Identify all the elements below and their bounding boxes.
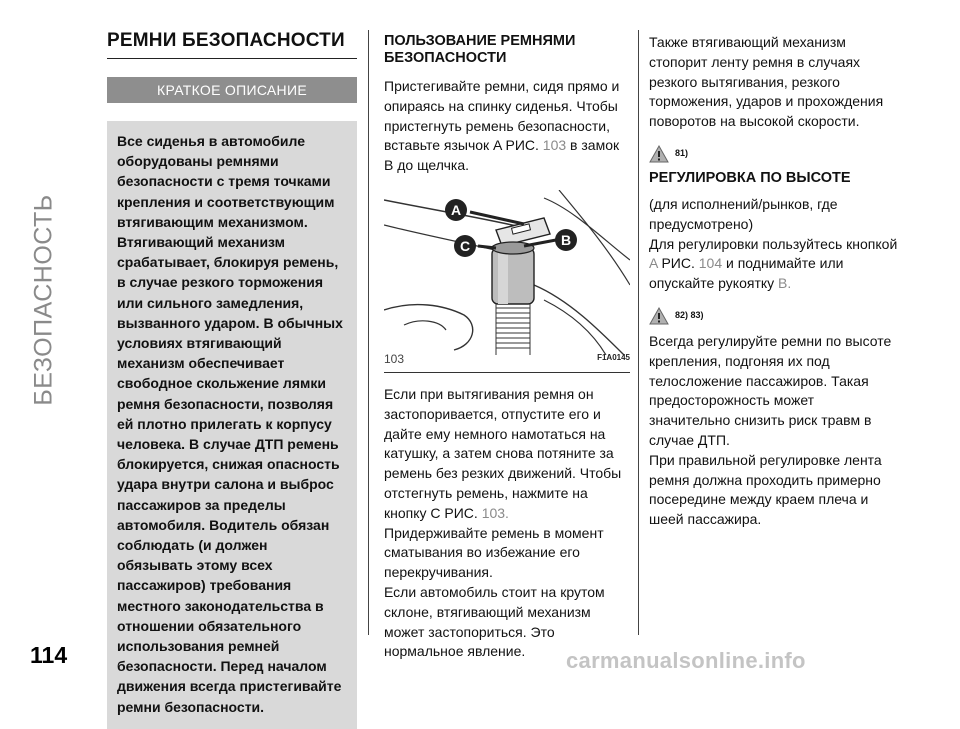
figure-reference[interactable]: 104 <box>698 255 723 272</box>
paragraph <box>384 77 630 176</box>
paragraph: (для исполнений/рынков, где предусмотрено) <box>649 195 838 232</box>
column-1 <box>107 30 357 729</box>
warning-triangle-icon <box>649 145 669 163</box>
section-heading-height-adjustment: РЕГУЛИРОВКА ПО ВЫСОТЕ <box>649 169 851 186</box>
seatbelt-buckle-illustration <box>384 190 630 355</box>
summary-text: Все сиденья в автомобиле оборудованы ремнями безопасности с тремя точками крепления и соответствующим втягивающим механизмом. Втягивающий механизм срабатывает, блокируя ремень, в случае резкого торможения или сильного замедления, вызванного ударом. В обычных условиях втягивающий механизм обеспечивает свободное скольжение лямки ремня безопасности, позволяя ей плотно прилегать к корпусу человека. В случае ДТП ремень блокируется, снижая опасность удара внутри салона и выброс пассажиров за пределы автомобиля. Водитель обязан соблюдать (и должен обязывать этому всех пассажиров) требования местного законодательства в отношении обязательного использования ремней безопасности. Перед началом движения всегда пристегивайте ремни безопасности. <box>107 121 357 729</box>
side-tab-section: БЕЗОПАСНОСТЬ <box>29 194 58 406</box>
page-title: РЕМНИ БЕЗОПАСНОСТИ <box>107 30 357 59</box>
figure-code: F1A0145 <box>597 353 630 363</box>
callout-label-a: A <box>450 201 462 218</box>
figure-seatbelt-buckle <box>384 190 630 373</box>
paragraph-text: Пристегивайте ремни, сидя прямо и опираясь на спинку сиденья. Чтобы пристегнуть ремень безопасности, вставьте язычок A РИС. <box>384 78 620 154</box>
warning-reference: 82) 83) <box>675 310 704 321</box>
warning-reference: 81) <box>675 148 689 159</box>
paragraph <box>384 385 630 524</box>
paragraph-text: РИС. <box>661 255 695 272</box>
section-heading-usage: ПОЛЬЗОВАНИЕ РЕМНЯМИ БЕЗОПАСНОСТИ <box>384 33 576 66</box>
column-2 <box>384 33 630 662</box>
column-3 <box>649 33 899 530</box>
callout-reference: A <box>649 255 658 272</box>
paragraph: Если автомобиль стоит на крутом склоне, втягивающий механизм может застопориться. Это нормальное явление. <box>384 583 605 660</box>
watermark: carmanualsonline.info <box>566 648 806 673</box>
warning-note-81[interactable] <box>649 144 899 164</box>
paragraph: Также втягивающий механизм стопорит ленту ремня в случаях резкого вытягивания, резкого торможения, ударов и прохождения поворотов на высокой скорости. <box>649 34 884 130</box>
paragraph-text: Для регулировки пользуйтесь кнопкой <box>649 235 898 252</box>
paragraph-text: Если при вытягивания ремня он застопоривается, отпустите его и дайте ему немного намотаться на катушку, а затем снова потяните за ремень без резких движений. Чтобы отстегнуть ремень, нажмите на кнопку C РИС. <box>384 385 622 521</box>
paragraph: При правильной регулировке лента ремня должна проходить примерно посередине между краем плеча и шеей пассажира. <box>649 451 882 528</box>
paragraph: Всегда регулируйте ремни по высоте крепления, подгоняя их под телосложение пассажиров. Такая предосторожность может значительно снизить риск травм в случае ДТП. <box>649 332 892 448</box>
warning-note-82-83[interactable] <box>649 306 899 326</box>
callout-label-b: B <box>560 231 572 248</box>
page-number: 114 <box>30 642 68 668</box>
callout-label-c: C <box>459 237 471 254</box>
paragraph-text: в замок B до щелчка. <box>384 137 620 174</box>
paragraph-text: и поднимайте или опускайте рукоятку <box>649 255 844 292</box>
paragraph <box>649 235 899 294</box>
figure-number: 103 <box>384 352 405 367</box>
paragraph: Придерживайте ремень в момент сматывания во избежание его перекручивания. <box>384 524 604 581</box>
figure-reference[interactable]: 103. <box>481 504 509 521</box>
warning-triangle-icon <box>649 307 669 325</box>
summary-label: КРАТКОЕ ОПИСАНИЕ <box>107 77 357 103</box>
callout-reference: B. <box>778 275 792 292</box>
column-divider <box>368 30 369 635</box>
column-divider <box>638 30 639 635</box>
figure-reference[interactable]: 103 <box>542 137 567 154</box>
